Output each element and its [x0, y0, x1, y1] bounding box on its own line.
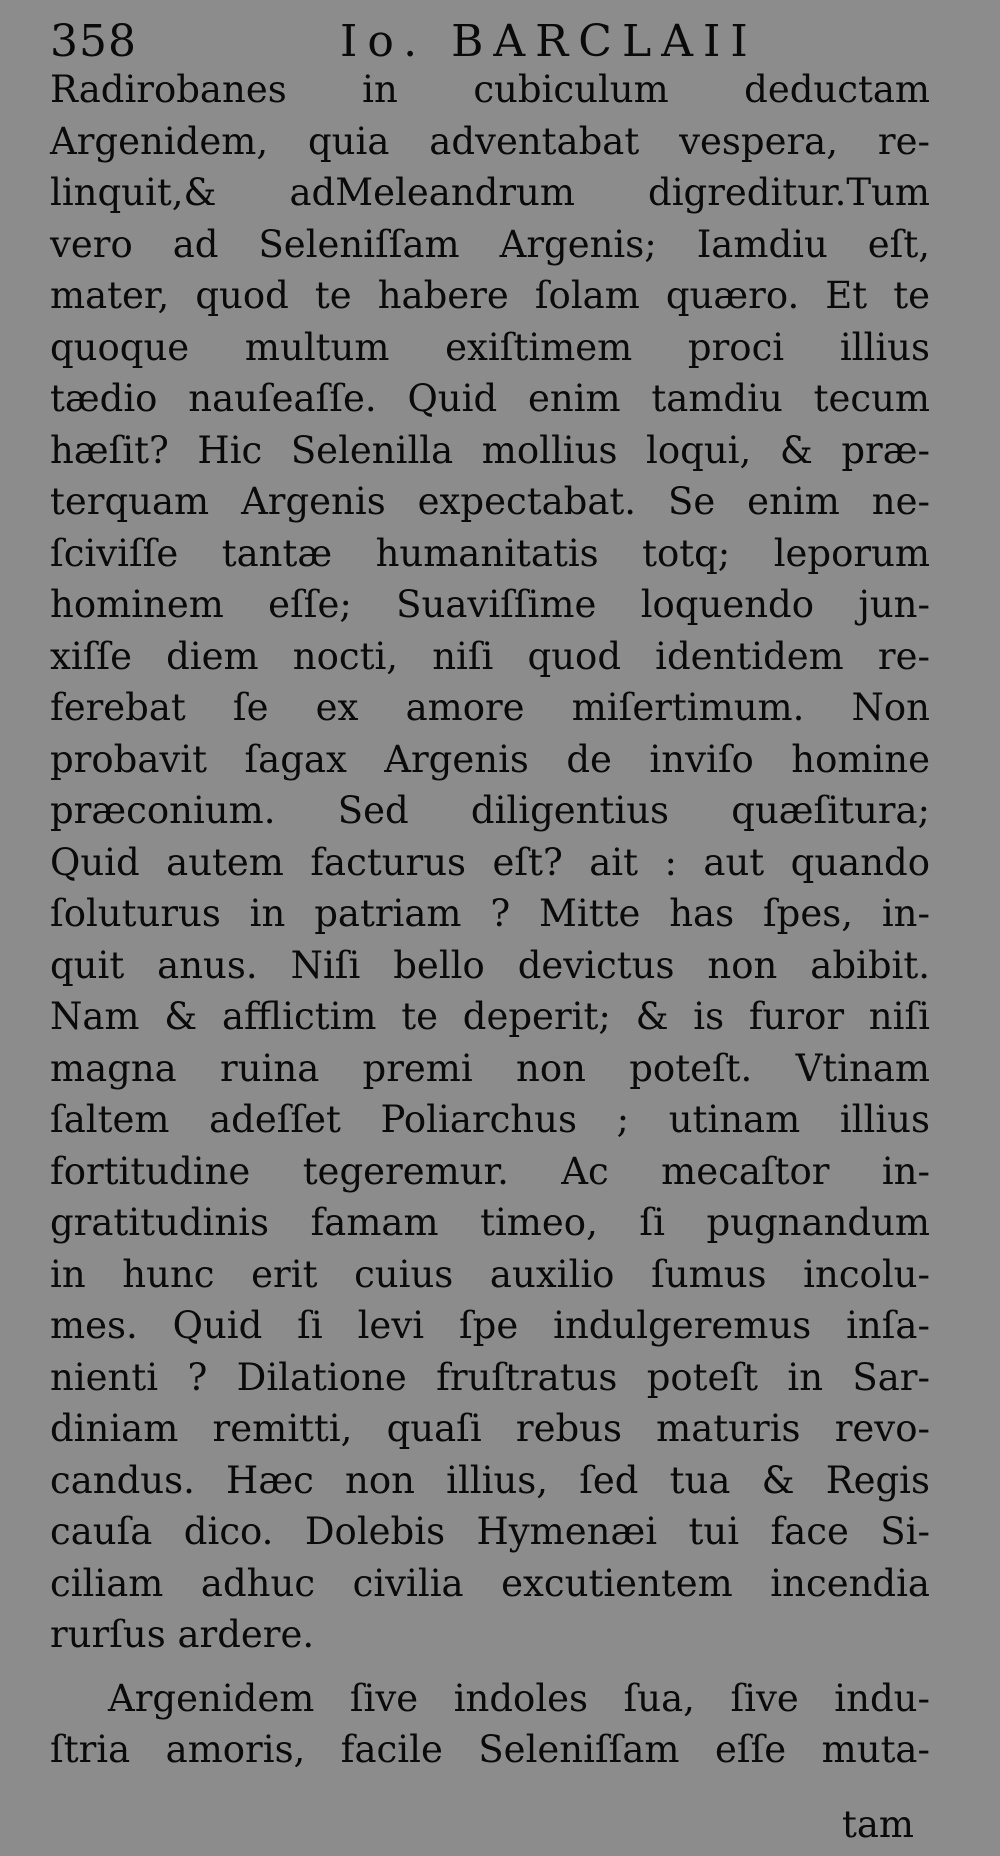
text-line: Nam & afflictim te deperit; & is furor niſi — [50, 995, 930, 1038]
text-line: candus. Hæc non illius, ſed tua & Regis — [50, 1458, 930, 1502]
page-header — [50, 12, 950, 72]
text-line: quit anus. Niſi bello devictus non abibit. — [50, 943, 930, 987]
text-line: fortitudine tegeremur. Ac mecaſtor in- — [50, 1149, 930, 1193]
text-line: terquam Argenis expectabat. Se enim ne- — [50, 480, 930, 523]
body-text — [50, 64, 930, 1776]
text-line: linquit,& adMeleandrum digreditur.Tum — [50, 171, 930, 214]
text-line: probavit ſagax Argenis de inviſo homine — [50, 737, 930, 781]
text-line: ſaltem adeſſet Poliarchus ; utinam illius — [50, 1098, 930, 1141]
paragraph-start-line: Argenidem ſive indoles ſua, ſive indu- — [108, 1676, 930, 1720]
page-number: 358 — [50, 16, 137, 67]
text-line: ſciviſſe tantæ humanitatis totq; leporum — [50, 531, 930, 575]
text-line: Argenidem, quia adventabat vespera, re- — [50, 119, 930, 163]
running-head: Io. BARCLAII — [340, 16, 758, 67]
text-line: præconium. Sed diligentius quæſitura; — [50, 789, 930, 832]
text-line: ſoluturus in patriam ? Mitte has ſpes, in- — [50, 892, 930, 935]
text-line: vero ad Seleniſſam Argenis; Iamdiu eſt, — [50, 222, 930, 266]
text-line: Radirobanes in cubiculum deductam — [50, 68, 930, 111]
text-line: Quid autem facturus eſt? ait : aut quando — [50, 840, 930, 884]
text-line: quoque multum exiſtimem proci illius — [50, 325, 930, 369]
text-line: mater, quod te habere ſolam quæro. Et te — [50, 274, 930, 317]
catchword: tam — [841, 1803, 914, 1846]
text-line: magna ruina premi non poteſt. Vtinam — [50, 1046, 930, 1090]
text-line: nienti ? Dilatione fruſtratus poteſt in Sar- — [50, 1355, 930, 1399]
text-line: mes. Quid ſi levi ſpe indulgeremus inſa- — [50, 1304, 930, 1347]
text-line: xiſſe diem nocti, niſi quod identidem re- — [50, 634, 930, 678]
text-line: in hunc erit cuius auxilio ſumus incolu- — [50, 1252, 930, 1296]
text-line: ferebat ſe ex amore miſertimum. Non — [50, 686, 930, 729]
text-line: diniam remitti, quaſi rebus maturis revo- — [50, 1407, 930, 1450]
text-line: gratitudinis famam timeo, ſi pugnandum — [50, 1201, 930, 1244]
text-line: ſtria amoris, facile Seleniſſam eſſe muta- — [50, 1728, 930, 1771]
text-line: hominem eſſe; Suaviſſime loquendo jun- — [50, 583, 930, 626]
text-line: hæſit? Hic Selenilla mollius loqui, & præ- — [50, 428, 930, 472]
text-line: cauſa dico. Dolebis Hymenæi tui face Si- — [50, 1510, 930, 1553]
text-line: ciliam adhuc civilia excutientem incendia — [50, 1561, 930, 1605]
paragraph-end-line: rurſus ardere. — [50, 1613, 315, 1656]
text-line: tædio nauſeaſſe. Quid enim tamdiu tecum — [50, 377, 930, 420]
